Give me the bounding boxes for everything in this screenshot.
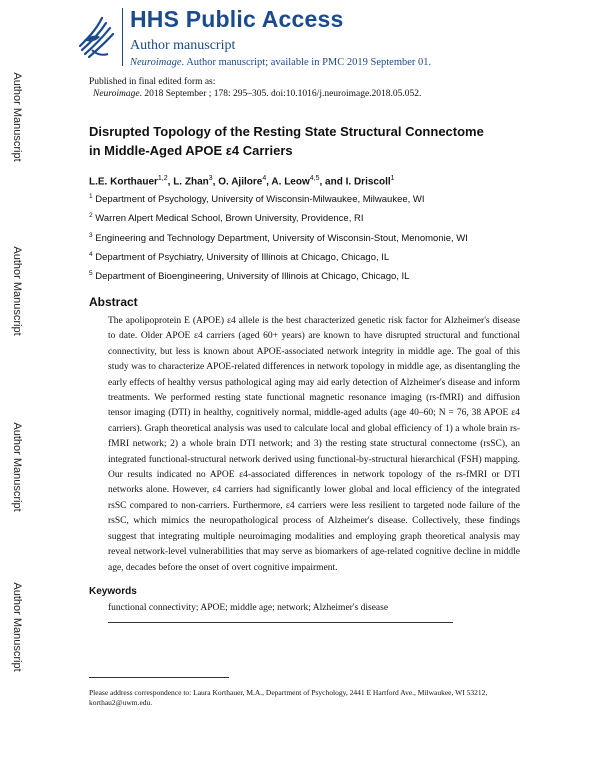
affiliation <box>89 232 468 244</box>
author-separator: , <box>266 176 272 188</box>
published-in-label: Published in final edited form as: <box>89 77 216 87</box>
article-title <box>89 122 559 160</box>
author-affiliation-ref: 4,5 <box>309 175 320 182</box>
header-title: HHS Public Access <box>130 6 344 32</box>
affiliation-text: Warren Alpert Medical School, Brown University, Providence, RI <box>95 213 364 225</box>
affiliation-number: 5 <box>89 270 93 277</box>
sidebar-label-author-manuscript: Author Manuscript <box>11 72 23 162</box>
affiliation-number: 3 <box>89 232 93 239</box>
keywords-heading: Keywords <box>89 586 137 597</box>
footnote-divider <box>89 677 229 678</box>
author-name: I. Driscoll <box>345 176 391 188</box>
sidebar-label-author-manuscript: Author Manuscript <box>11 582 23 672</box>
author-name: L. Zhan <box>173 176 209 188</box>
affiliation <box>89 193 425 205</box>
author-affiliation-ref: 4 <box>262 175 267 182</box>
header-divider <box>122 8 123 66</box>
abstract-heading: Abstract <box>89 295 138 309</box>
article-title-line-1: Disrupted Topology of the Resting State Structural Connectome <box>89 124 484 139</box>
author-separator: , <box>167 176 174 188</box>
affiliation-text: Department of Bioengineering, University of Illinois at Chicago, Chicago, IL <box>95 271 410 283</box>
affiliation-text: Engineering and Technology Department, University of Wisconsin-Stout, Menomonie, WI <box>95 233 468 245</box>
sidebar-label-author-manuscript: Author Manuscript <box>11 246 23 336</box>
abstract-text: The apolipoprotein E (APOE) ε4 allele is the best characterized genetic risk factor for Alzheimer's disease to date. Older APOE ε4 carriers (aged 60+ years) are known to have disrupted structural and functional connectivity, but less is known about APOE-associated network integrity in middle age. The goal of this study was to characterize APOE-related differences in network topology in middle age, as disentangling the early effects of healthy versus pathological aging may aid early detection of Alzheimer's disease and inform treatments. We performed resting state functional magnetic resonance imaging (rs-fMRI) and diffusion tensor imaging (DTI) in healthy, cognitively normal, middle-aged adults (age 40–60; N = 76, 38 APOE ε4 carriers). Graph theoretical analysis was used to calculate local and global efficiency of 1) a whole brain rs-fMRI network; 2) a whole brain DTI network; and 3) the resting state structural connectome (rsSC), an integrated functional-structural network derived using functional-by-structural hierarchical (FSH) mapping. Our results indicated no APOE ε4-associated differences in network topology of the rs-fMRI or DTI networks alone. However, ε4 carriers had significantly lower global and local efficiency of the integrated rsSC compared to non-carriers. Furthermore, ε4 carriers were less resilient to targeted node failure of the rsSC, which mimics the neuropathological process of Alzheimer's disease. Collectively, these findings suggest that integrating multiple neuroimaging modalities and employing graph theoretical analysis may reveal network-level vulnerabilities that may serve as biomarkers of age-related cognitive decline in middle age, decades before the onset of overt cognitive impairment. <box>108 316 520 573</box>
citation-details: . 2018 September ; 178: 295–305. doi:10.1016/j.neuroimage.2018.05.052. <box>139 89 422 99</box>
affiliation-text: Department of Psychology, University of Wisconsin-Milwaukee, Milwaukee, WI <box>95 194 425 206</box>
author-name: L.E. Korthauer <box>89 176 158 188</box>
author-list <box>89 175 395 187</box>
author-name: A. Leow <box>271 176 310 188</box>
author-affiliation-ref: 1,2 <box>157 175 168 182</box>
citation-journal: Neuroimage <box>93 89 140 99</box>
author-affiliation-ref: 3 <box>208 175 213 182</box>
header-journal-line <box>130 57 431 68</box>
affiliation <box>89 251 389 263</box>
affiliation-number: 1 <box>89 193 93 200</box>
journal-availability: . Author manuscript; available in PMC 2019 September 01. <box>181 57 432 68</box>
hhs-eagle-logo-icon <box>74 10 118 64</box>
publication-citation <box>93 89 421 99</box>
author-separator: , <box>212 176 219 188</box>
keywords-divider <box>108 622 453 623</box>
affiliation <box>89 270 409 282</box>
author-affiliation-ref: 1 <box>390 175 395 182</box>
keywords-text: functional connectivity; APOE; middle age; network; Alzheimer's disease <box>108 603 389 613</box>
affiliation <box>89 212 363 224</box>
header-subtitle: Author manuscript <box>130 38 236 53</box>
correspondence-footnote: Please address correspondence to: Laura Korthauer, M.A., Department of Psychology, 2441 E Hartford Ave., Milwaukee, WI 53212, korthau2@uwm.edu. <box>89 688 488 707</box>
author-separator: , and <box>319 176 346 188</box>
author-name: O. Ajilore <box>218 176 263 188</box>
affiliation-number: 4 <box>89 251 93 258</box>
affiliation-number: 2 <box>89 212 93 219</box>
journal-name: Neuroimage <box>130 57 182 68</box>
affiliation-text: Department of Psychiatry, University of Illinois at Chicago, Chicago, IL <box>95 252 390 264</box>
sidebar-label-author-manuscript: Author Manuscript <box>11 422 23 512</box>
article-title-line-2: in Middle-Aged APOE ε4 Carriers <box>89 143 293 158</box>
